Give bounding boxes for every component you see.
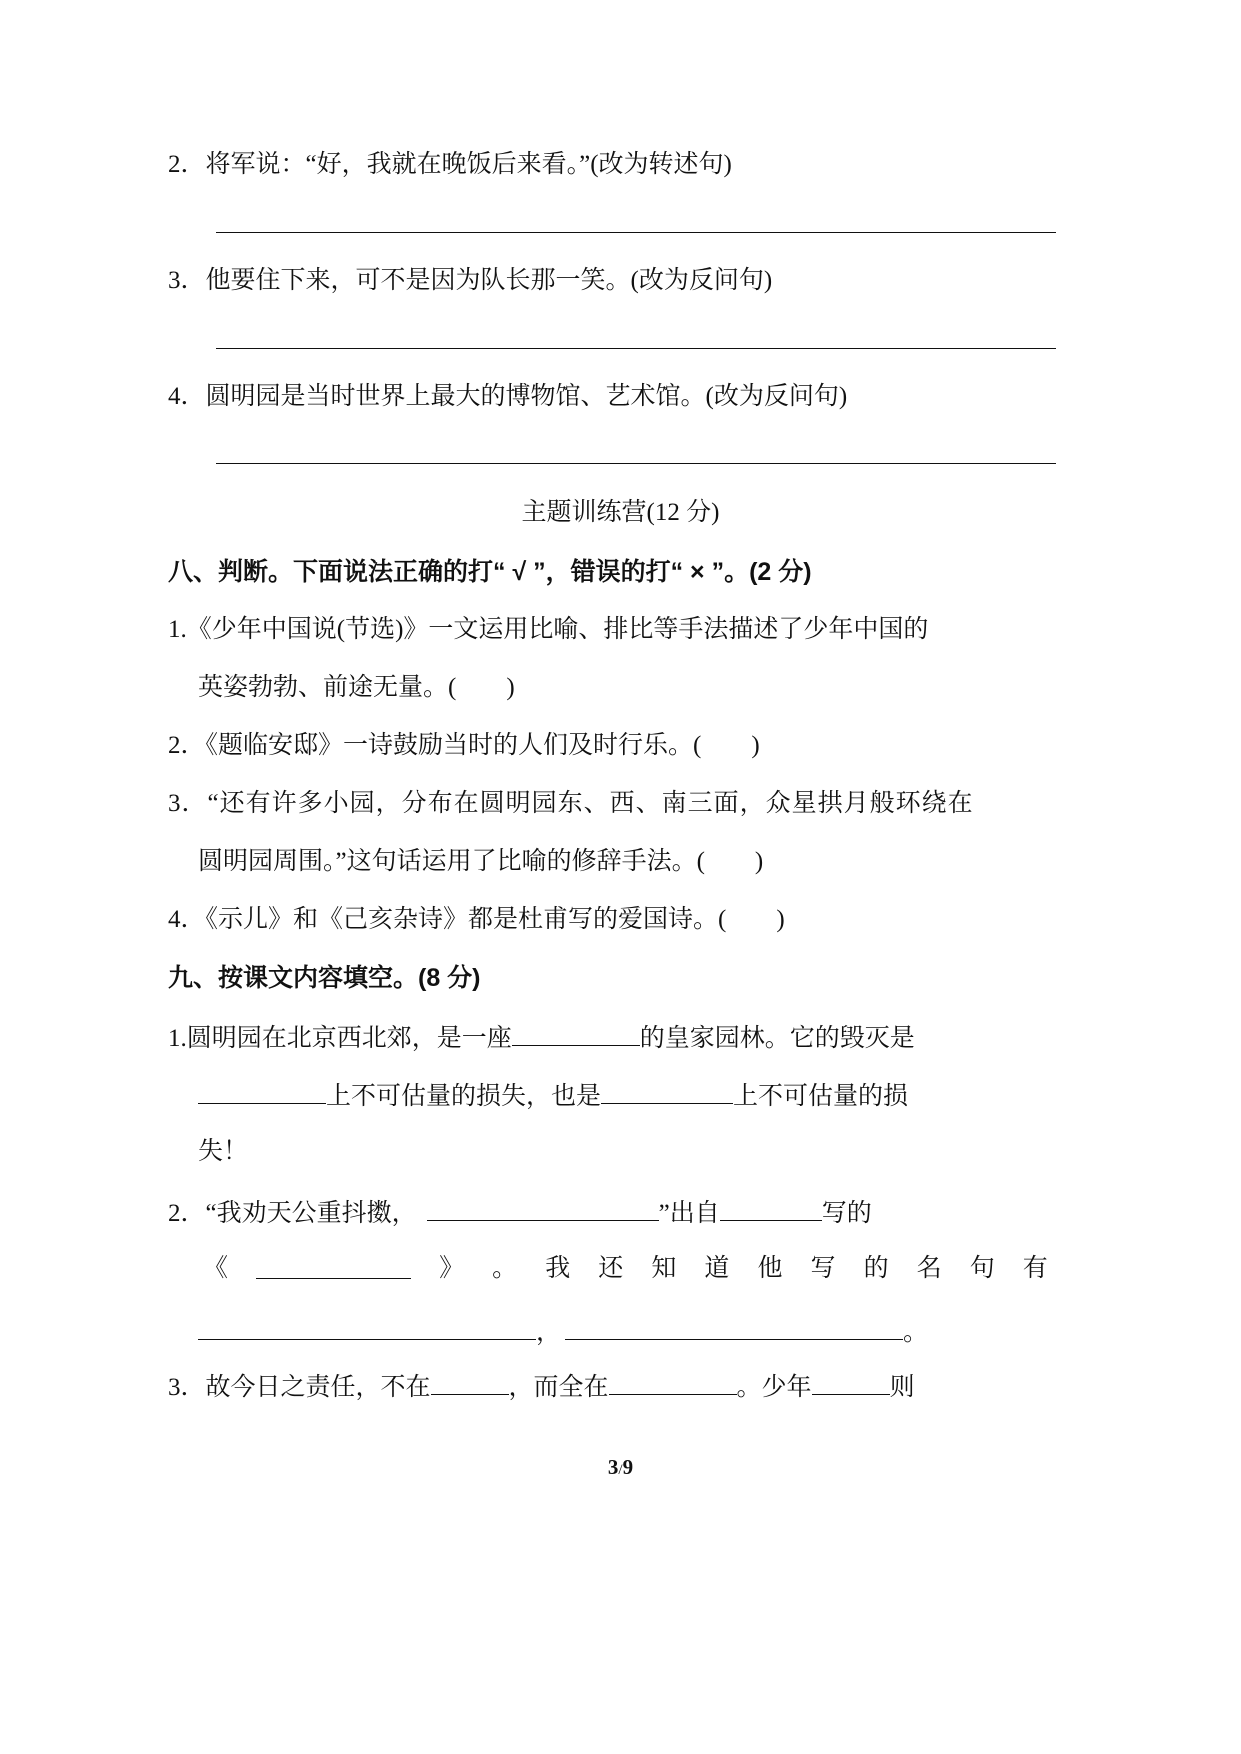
q9-item-2-end bbox=[198, 1315, 928, 1348]
page-number bbox=[0, 1452, 1241, 1485]
item-text: 将军说：“好，我就在晚饭后来看。”(改为转述句) bbox=[205, 151, 732, 178]
q8-heading: 八、判断。下面说法正确的打“ √ ”，错误的打“ × ”。(2 分) bbox=[168, 558, 812, 586]
blank[interactable] bbox=[601, 1079, 733, 1104]
item-text: 《少年中国说(节选)》一文运用比喻、排比等手法描述了少年中国的 bbox=[186, 616, 929, 643]
item-number: 2． bbox=[168, 151, 206, 178]
text: 还 bbox=[598, 1255, 624, 1282]
q7-item-2 bbox=[168, 150, 732, 180]
blank[interactable] bbox=[427, 1196, 659, 1221]
text: 的 bbox=[863, 1255, 889, 1282]
q9-heading: 九、按课文内容填空。(8 分) bbox=[168, 964, 481, 992]
blank[interactable] bbox=[256, 1254, 411, 1279]
q9-item-3 bbox=[168, 1370, 915, 1403]
text: 他 bbox=[757, 1255, 783, 1282]
q8-item-1 bbox=[168, 615, 928, 645]
text: ，而全在 bbox=[508, 1374, 609, 1401]
text: 圆明园在北京西北郊，是一座 bbox=[186, 1025, 512, 1052]
item-number: 3． bbox=[168, 1374, 206, 1401]
item-number: 1. bbox=[168, 616, 187, 643]
answer-line[interactable] bbox=[216, 463, 1056, 464]
page-separator: / bbox=[618, 1462, 623, 1478]
q7-item-3 bbox=[168, 266, 772, 296]
text: 我 bbox=[545, 1255, 571, 1282]
text: 写 bbox=[810, 1255, 836, 1282]
item-number: 3． bbox=[168, 267, 206, 294]
text: 句 bbox=[969, 1255, 995, 1282]
text: 则 bbox=[889, 1374, 915, 1401]
text: 上不可估量的损 bbox=[733, 1083, 909, 1110]
q9-item-1-cont bbox=[198, 1079, 908, 1112]
current-page: 3 bbox=[607, 1455, 619, 1479]
blank[interactable] bbox=[609, 1370, 737, 1395]
blank[interactable] bbox=[198, 1079, 326, 1104]
q9-item-2 bbox=[168, 1196, 872, 1229]
blank[interactable] bbox=[565, 1315, 903, 1340]
q7-item-4 bbox=[168, 382, 847, 412]
item-text: “还有许多小园，分布在圆明园东、西、南三面，众星拱月般环绕在 bbox=[207, 790, 974, 817]
text: 《 bbox=[203, 1255, 229, 1282]
q9-item-1 bbox=[168, 1021, 915, 1054]
item-number: 4． bbox=[168, 906, 206, 933]
text: 知 bbox=[651, 1255, 677, 1282]
item-text: 圆明园是当时世界上最大的博物馆、艺术馆。(改为反问句) bbox=[205, 383, 848, 410]
text: “我劝天公重抖擞， bbox=[205, 1200, 417, 1227]
text: ， bbox=[536, 1319, 562, 1346]
item-number: 2． bbox=[168, 732, 206, 759]
item-text: 《题临安邸》一诗鼓励当时的人们及时行乐。( ) bbox=[205, 732, 760, 759]
text: 名 bbox=[916, 1255, 942, 1282]
item-number: 2． bbox=[168, 1200, 206, 1227]
q9-item-2-cont bbox=[203, 1254, 1048, 1284]
blank[interactable] bbox=[720, 1196, 822, 1221]
item-number: 4． bbox=[168, 383, 206, 410]
blank[interactable] bbox=[198, 1315, 536, 1340]
text: 。 bbox=[903, 1319, 929, 1346]
text: 道 bbox=[704, 1255, 730, 1282]
text: 写的 bbox=[821, 1200, 872, 1227]
q8-item-3-cont: 圆明园周围。”这句话运用了比喻的修辞手法。( ) bbox=[198, 848, 764, 875]
answer-line[interactable] bbox=[216, 348, 1056, 349]
item-text: 他要住下来，可不是因为队长那一笑。(改为反问句) bbox=[205, 267, 773, 294]
blank[interactable] bbox=[512, 1021, 640, 1046]
q8-item-2 bbox=[168, 731, 760, 761]
text: 故今日之责任，不在 bbox=[205, 1374, 431, 1401]
text: 》 bbox=[439, 1255, 465, 1282]
q8-item-3 bbox=[168, 789, 974, 819]
item-text: 《示儿》和《己亥杂诗》都是杜甫写的爱国诗。( ) bbox=[205, 906, 785, 933]
blank[interactable] bbox=[812, 1370, 890, 1395]
answer-line[interactable] bbox=[216, 232, 1056, 233]
q9-item-1-end: 失！ bbox=[198, 1138, 249, 1165]
q8-item-1-cont: 英姿勃勃、前途无量。( ) bbox=[198, 674, 515, 701]
text: 的皇家园林。它的毁灭是 bbox=[639, 1025, 915, 1052]
text: 上不可估量的损失，也是 bbox=[326, 1083, 602, 1110]
q8-item-4 bbox=[168, 905, 785, 935]
blank[interactable] bbox=[431, 1370, 509, 1395]
text: 。 bbox=[492, 1255, 518, 1282]
text: ”出自 bbox=[658, 1200, 720, 1227]
text: 。少年 bbox=[736, 1374, 812, 1401]
text: 有 bbox=[1022, 1255, 1048, 1282]
section-title: 主题训练营(12 分) bbox=[521, 499, 720, 526]
item-number: 3． bbox=[168, 790, 208, 817]
item-number: 1. bbox=[168, 1025, 187, 1052]
total-pages: 9 bbox=[622, 1455, 634, 1479]
